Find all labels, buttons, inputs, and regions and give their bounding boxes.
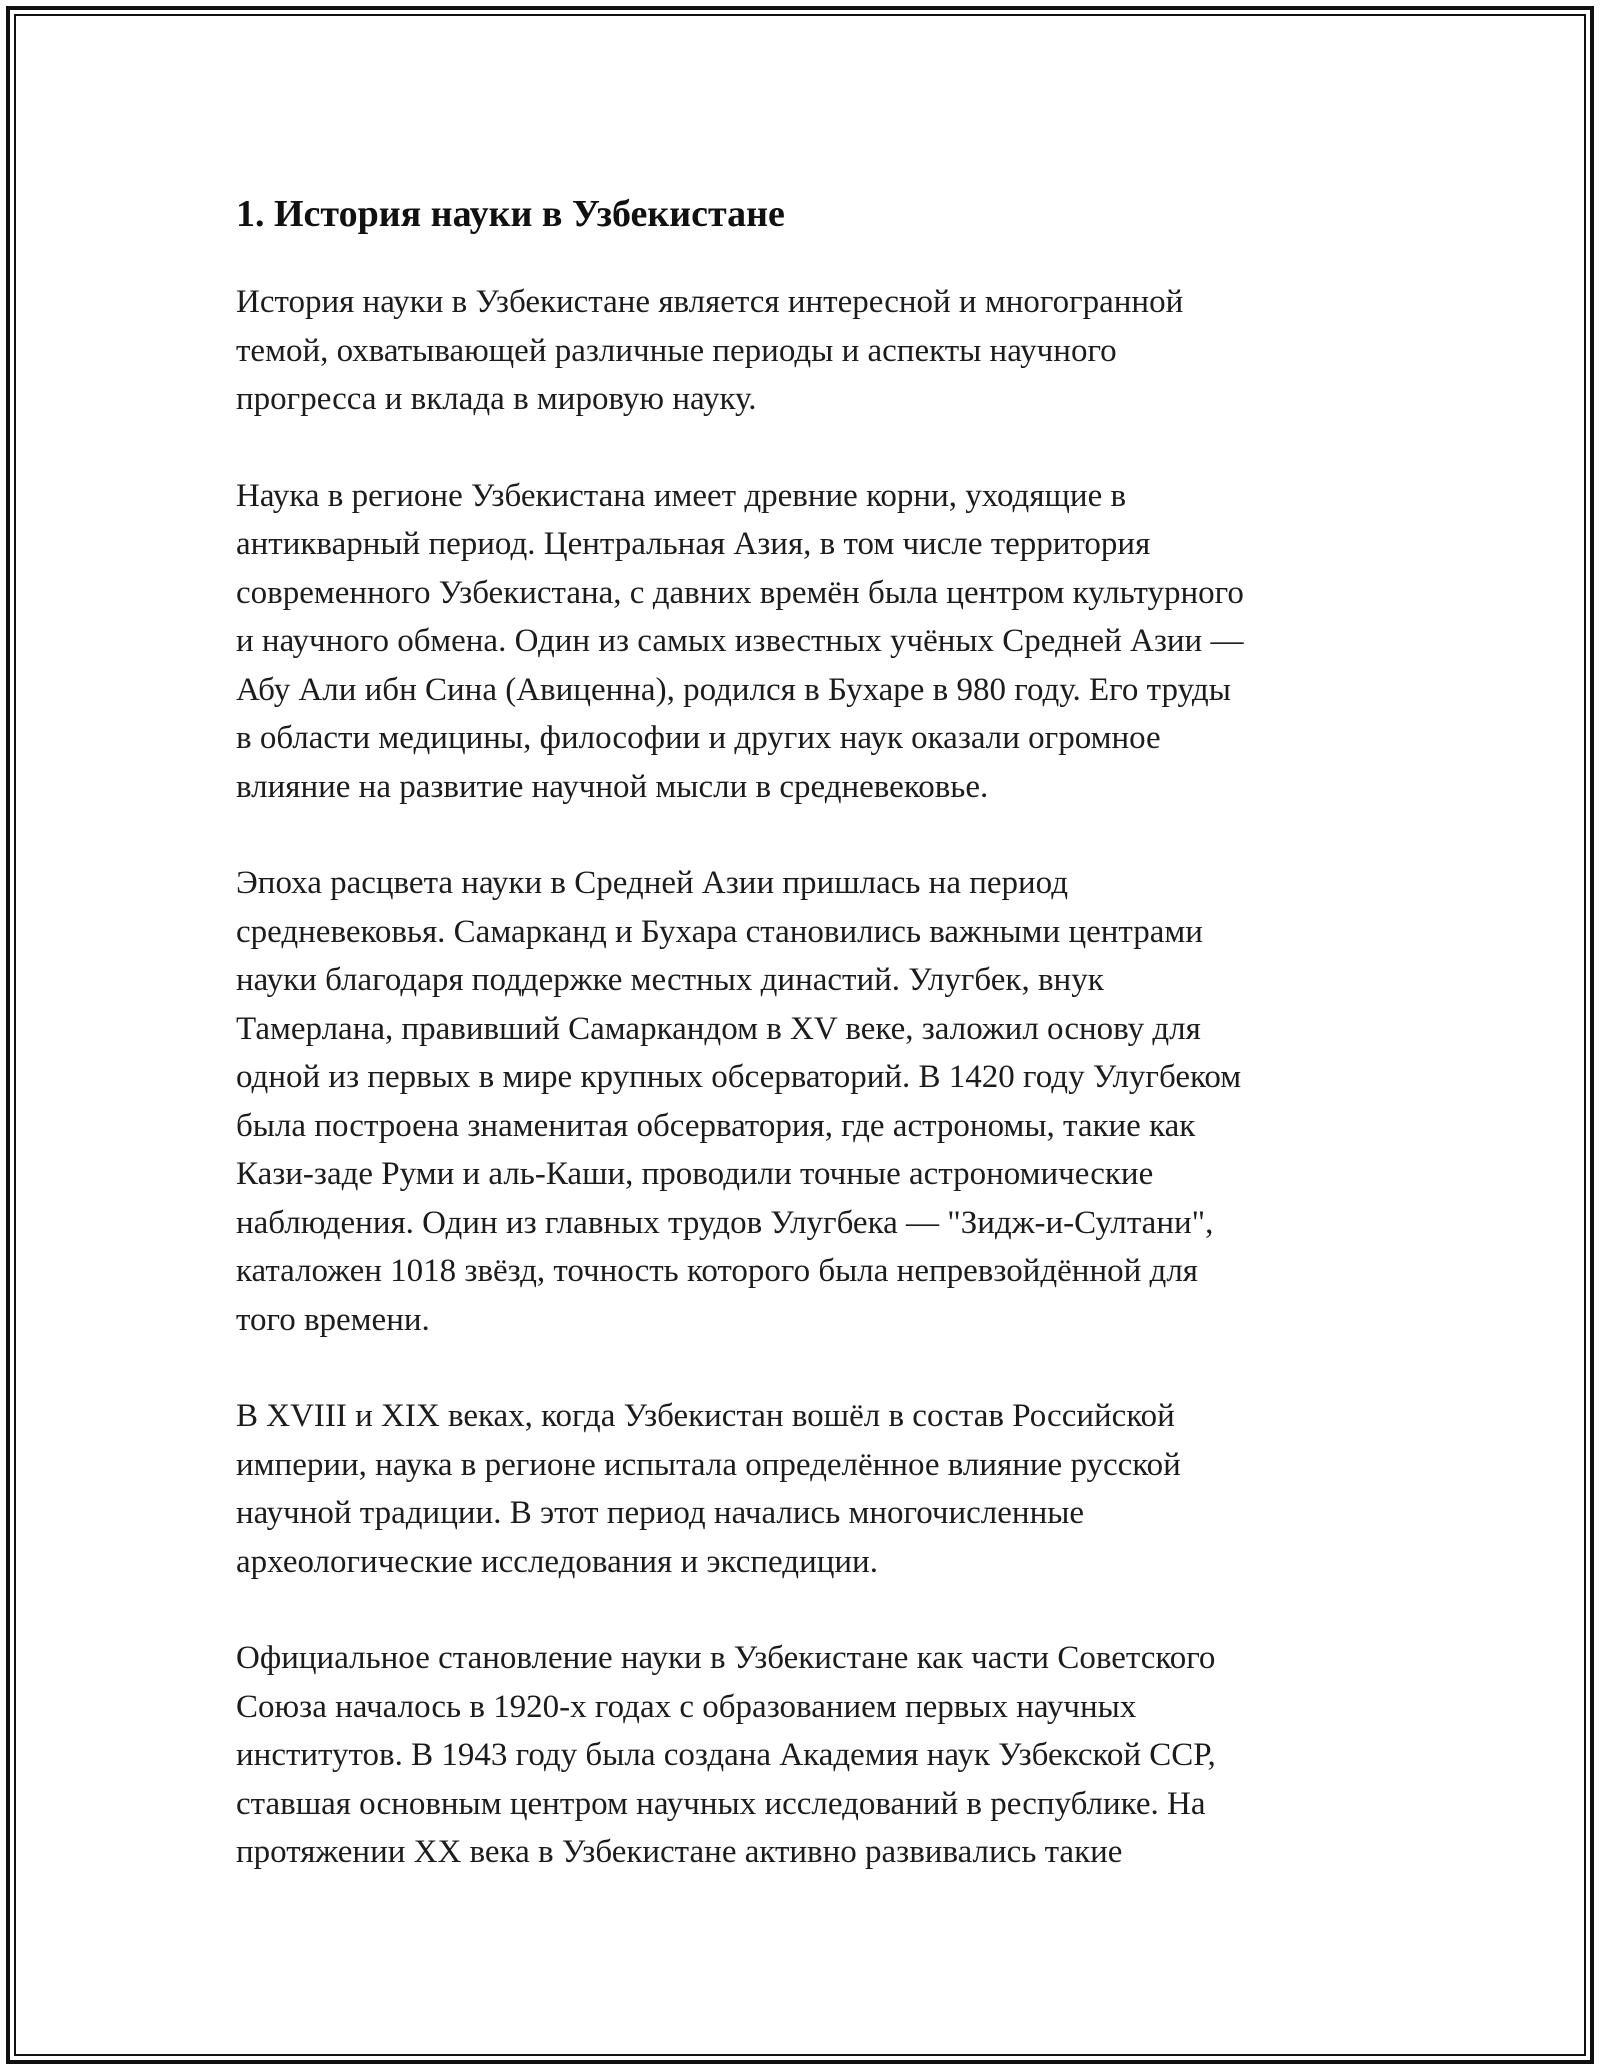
text-line: Эпоха расцвета науки в Средней Азии пришлась на период: [236, 865, 1069, 901]
text-line: археологические исследования и экспедиции.: [236, 1543, 878, 1580]
text-line: в области медицины, философии и других наук оказали огромное: [236, 720, 1161, 756]
document-body: [236, 186, 1376, 1925]
text-line: была построена знаменитая обсерватория, где астрономы, такие как: [236, 1107, 1196, 1144]
text-line: протяжении XX века в Узбекистане активно развивались такие: [236, 1834, 1123, 1870]
text-line: Наука в регионе Узбекистана имеет древние корни, уходящие в: [236, 477, 1127, 514]
text-line: влияние на развитие научной мысли в средневековье.: [236, 768, 989, 805]
text-line: научной традиции. В этот период начались многочисленные: [236, 1495, 1085, 1531]
text-line: Союза началось в 1920-х годах с образованием первых научных: [236, 1688, 1137, 1725]
text-line: Абу Али ибн Сина (Авиценна), родился в Бухаре в 980 году. Его труды: [236, 671, 1231, 708]
text-line: прогресса и вклада в мировую науку.: [236, 381, 757, 417]
page-title: 1. История науки в Узбекистане: [236, 193, 785, 235]
text-line: одной из первых в мире крупных обсерваторий. В 1420 году Улугбеком: [236, 1059, 1242, 1095]
text-line: науки благодаря поддержке местных династий. Улугбек, внук: [236, 962, 1104, 998]
text-line: наблюдения. Один из главных трудов Улугбека — "Зидж-и-Султани",: [236, 1204, 1214, 1241]
text-line: Официальное становление науки в Узбекистане как части Советского: [236, 1640, 1216, 1676]
text-line: В XVIII и XIX веках, когда Узбекистан вошёл в состав Российской: [236, 1398, 1175, 1434]
paragraph-medieval-era: [236, 859, 1376, 1344]
text-line: современного Узбекистана, с давних времён была центром культурного: [236, 574, 1244, 611]
text-line: того времени.: [236, 1301, 430, 1338]
paragraph-intro: [236, 278, 1376, 424]
text-line: Кази-заде Руми и аль-Каши, проводили точные астрономические: [236, 1156, 1154, 1192]
text-line: средневековья. Самарканд и Бухара становились важными центрами: [236, 913, 1203, 950]
text-line: каталожен 1018 звёзд, точность которого была непревзойдённой для: [236, 1253, 1198, 1289]
text-line: темой, охватывающей различные периоды и аспекты научного: [236, 332, 1117, 369]
paragraph-ancient-roots: [236, 472, 1376, 812]
text-line: империи, наука в регионе испытала определённое влияние русской: [236, 1446, 1181, 1483]
text-line: История науки в Узбекистане является интересной и многогранной: [236, 284, 1184, 320]
text-line: Тамерлана, правивший Самаркандом в XV веке, заложил основу для: [236, 1010, 1201, 1047]
text-line: антикварный период. Центральная Азия, в том числе территория: [236, 526, 1151, 562]
text-line: ставшая основным центром научных исследований в республике. На: [236, 1785, 1206, 1822]
text-line: институтов. В 1943 году была создана Академия наук Узбекской ССР,: [236, 1737, 1216, 1773]
paragraph-soviet-era: [236, 1634, 1376, 1877]
text-line: и научного обмена. Один из самых известных учёных Средней Азии —: [236, 623, 1244, 659]
paragraph-russian-empire: [236, 1392, 1376, 1586]
